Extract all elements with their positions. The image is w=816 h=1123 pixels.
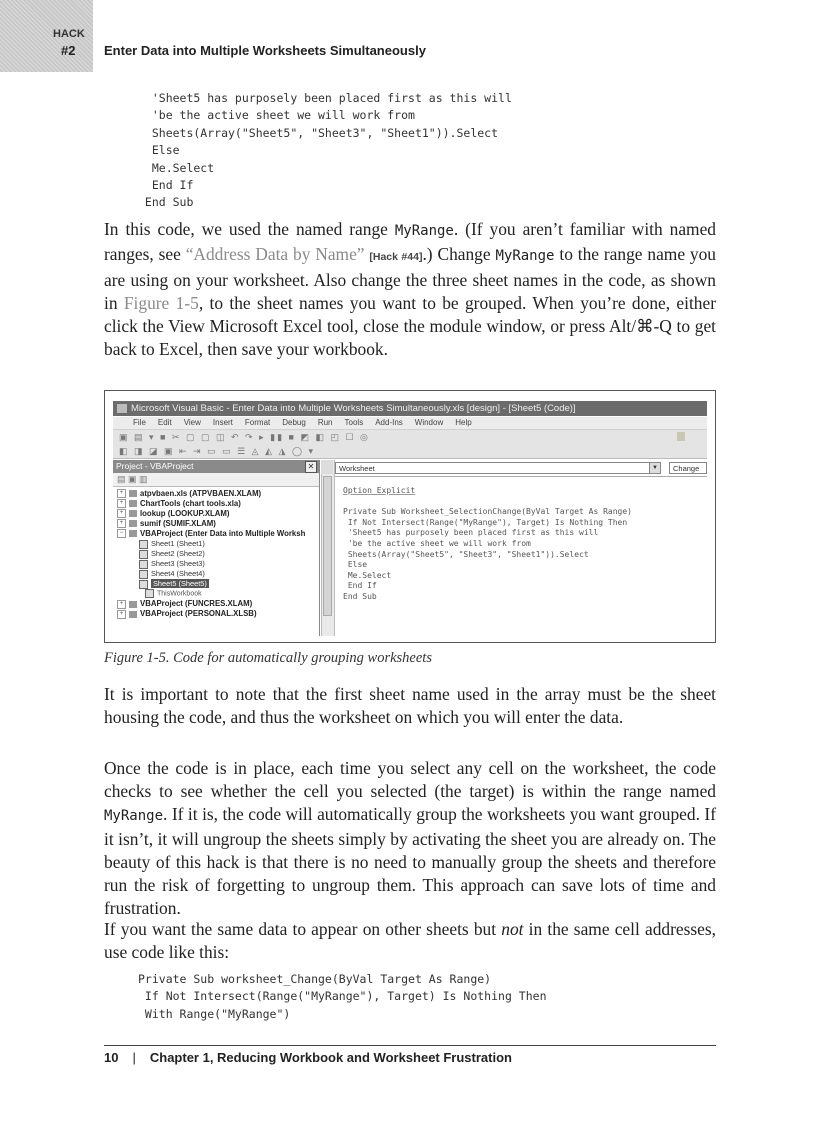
collapse-icon[interactable]: − [117, 529, 126, 538]
tree-item-sheet2[interactable] [117, 549, 319, 559]
tree-item-label: ThisWorkbook [157, 590, 202, 598]
project-explorer-title-bar [113, 460, 319, 473]
menu-window[interactable]: Window [414, 418, 444, 427]
tree-item-label: VBAProject (FUNCRES.XLAM) [140, 599, 253, 609]
para-emphasis: not [501, 919, 524, 939]
code-line: End If [138, 178, 194, 193]
workbook-icon [145, 589, 154, 598]
sheet-icon [139, 580, 148, 589]
inline-code: MyRange [104, 808, 164, 824]
project-tree [113, 487, 319, 619]
menu-file[interactable]: File [133, 418, 146, 427]
tree-item-label: VBAProject (Enter Data into Multiple Worksh [140, 529, 306, 538]
footer-divider [104, 1045, 716, 1046]
tree-item-label: Sheet2 (Sheet2) [151, 549, 205, 558]
chevron-down-icon[interactable]: ▼ [649, 463, 660, 473]
toolbar-icons[interactable]: ▣ ▤ ▾ ■ ✂ ▢ ▢ ◫ ↶ ↷ ▸ ▮▮ ■ ◩ ◧ ◰ ☐ ◎ [119, 432, 370, 442]
tree-item-sheet4[interactable] [117, 569, 319, 579]
project-explorer [113, 460, 320, 636]
tree-item[interactable] [117, 529, 319, 539]
code-line: Private Sub worksheet_Change(ByVal Target As Range) [138, 972, 492, 986]
sheet-icon [139, 560, 148, 569]
code-line: Sheets(Array("Sheet5", "Sheet3", "Sheet1")).Select [343, 549, 589, 559]
para-text: In this code, we used the named range [104, 219, 395, 239]
code-line: End Sub [343, 591, 377, 601]
tree-item-label: VBAProject (PERSONAL.XLSB) [140, 609, 257, 619]
vba-app-icon [117, 404, 127, 413]
code-line: Me.Select [138, 160, 215, 175]
figure-caption: Figure 1-5. Code for automatically grouping worksheets [104, 650, 432, 666]
para-text: If you want the same data to appear on other sheets but [104, 919, 502, 939]
menu-add-ins[interactable]: Add-Ins [375, 418, 403, 427]
inline-code: MyRange [394, 223, 454, 239]
cross-reference-link[interactable]: “Address Data by Name” [185, 244, 365, 264]
paragraph-named-range [104, 218, 716, 361]
tree-item-sheet1[interactable] [117, 539, 319, 549]
paragraph-how-it-works [104, 757, 716, 920]
tree-item[interactable] [117, 499, 319, 509]
procedure-dropdown-value: Change [673, 464, 700, 473]
expand-icon[interactable]: + [117, 509, 126, 518]
tree-item[interactable] [117, 489, 319, 499]
code-line: Else [343, 560, 368, 570]
code-line: Me.Select [343, 570, 392, 580]
expand-icon[interactable]: + [117, 489, 126, 498]
code-line: End If [343, 581, 377, 591]
code-editor-text[interactable] [343, 486, 632, 603]
divider [335, 476, 707, 477]
code-line: If Not Intersect(Range("MyRange"), Target) Is Nothing Then [138, 989, 547, 1004]
tree-item[interactable] [117, 519, 319, 529]
footer-separator: | [132, 1050, 136, 1065]
toolbar-overflow-icon[interactable] [677, 432, 685, 441]
edit-toolbar [113, 444, 707, 459]
para-text: .) Change [422, 244, 496, 264]
project-explorer-title: Project - VBAProject [116, 461, 194, 471]
project-explorer-toolbar[interactable]: ▤ ▣ ▥ [113, 473, 319, 487]
menu-tools[interactable]: Tools [344, 418, 364, 427]
edit-toolbar-icons[interactable]: ◧ ◨ ◪ ▣ ⇤ ⇥ ▭ ▭ ☰ ◬ ◭ ◮ ◯ ▾ [119, 446, 316, 456]
menu-help[interactable]: Help [455, 418, 472, 427]
paragraph-different-addresses [104, 918, 716, 964]
menu-edit[interactable]: Edit [157, 418, 172, 427]
project-icon [129, 611, 137, 618]
sheet-icon [139, 570, 148, 579]
tree-item[interactable] [117, 609, 319, 619]
running-head-title: Enter Data into Multiple Worksheets Simultaneously [104, 43, 426, 58]
hack-label: HACK [53, 28, 85, 40]
figure-reference-link[interactable]: Figure 1-5 [123, 293, 199, 313]
menu-insert[interactable]: Insert [212, 418, 233, 427]
code-window [335, 460, 707, 636]
hack-reference-link[interactable]: [Hack #44] [369, 251, 423, 263]
tree-item-label: Sheet1 (Sheet1) [151, 539, 205, 548]
procedure-dropdown[interactable] [669, 462, 707, 474]
tree-item-label: ChartTools (chart tools.xla) [140, 499, 241, 508]
menu-bar [113, 417, 707, 429]
expand-icon[interactable]: + [117, 600, 126, 609]
tree-item-sheet3[interactable] [117, 559, 319, 569]
code-line: 'be the active sheet we will work from [343, 538, 531, 548]
code-line: Else [138, 143, 180, 158]
code-line: If Not Intersect(Range("MyRange"), Target) Is Nothing Then [343, 517, 628, 527]
tree-item-label: Sheet4 (Sheet4) [151, 569, 205, 578]
project-icon [129, 490, 137, 497]
para-text: in the same cell addresses, use code like this: [104, 919, 716, 962]
expand-icon[interactable]: + [117, 610, 126, 619]
menu-debug[interactable]: Debug [282, 418, 306, 427]
page-footer [104, 1050, 512, 1065]
code-line: Option Explicit [343, 486, 416, 495]
scrollbar-thumb[interactable] [323, 476, 332, 616]
project-icon [129, 510, 137, 517]
code-line: 'be the active sheet we will work from [138, 108, 415, 123]
object-dropdown-value: Worksheet [339, 464, 375, 473]
paragraph-first-sheet: It is important to note that the first sheet name used in the array must be the sheet housing the code, and thus the worksheet on which you will enter the data. [104, 684, 716, 727]
project-icon [129, 530, 137, 537]
inline-code: MyRange [495, 248, 555, 264]
window-title-bar [113, 401, 707, 416]
expand-icon[interactable]: + [117, 519, 126, 528]
code-line: With Range("MyRange") [138, 1006, 291, 1021]
tree-item[interactable] [117, 599, 319, 609]
para-text: . If it is, the code will automatically group the worksheets you want grouped. If it isn’t, it will ungroup the sheets simply by activating the sheet you are already on. The beauty of this hack is that there is no need to manually group the sheets and therefore run the risk of forgetting to ungroup them. This approach can save lots of time and frustration. [104, 804, 716, 918]
para-text: Once the code is in place, each time you select any cell on the worksheet, the code checks to see whether the cell you selected (the target) is within the range named [104, 758, 716, 801]
expand-icon[interactable]: + [117, 499, 126, 508]
code-block-top [138, 90, 512, 212]
project-icon [129, 500, 137, 507]
sheet-icon [139, 550, 148, 559]
code-line: 'Sheet5 has purposely been placed first as this will [343, 528, 599, 538]
hack-number: #2 [61, 43, 76, 58]
tree-item-sheet5-selected[interactable] [117, 579, 319, 589]
tree-item-label: Sheet5 (Sheet5) [153, 579, 207, 588]
tree-item-label: atpvbaen.xls (ATPVBAEN.XLAM) [140, 489, 262, 498]
vertical-scrollbar[interactable] [321, 460, 335, 636]
tree-item-label: sumif (SUMIF.XLAM) [140, 519, 216, 528]
vba-editor-screenshot [104, 390, 716, 643]
code-block-bottom [138, 971, 547, 1023]
code-line: Sheets(Array("Sheet5", "Sheet3", "Sheet1")).Select [138, 125, 499, 140]
close-icon[interactable]: ✕ [305, 461, 317, 473]
sheet-icon [139, 540, 148, 549]
standard-toolbar [113, 429, 707, 444]
tree-item[interactable] [117, 509, 319, 519]
project-icon [129, 520, 137, 527]
tree-item-label: Sheet3 (Sheet3) [151, 559, 205, 568]
split-handle[interactable] [321, 460, 333, 474]
tree-item-label: lookup (LOOKUP.XLAM) [140, 509, 230, 518]
menu-format[interactable]: Format [244, 418, 271, 427]
menu-view[interactable]: View [183, 418, 201, 427]
menu-run[interactable]: Run [317, 418, 333, 427]
window-title: Microsoft Visual Basic - Enter Data into Multiple Worksheets Simultaneously.xls [design] - [Sheet5 (Code)] [131, 403, 576, 414]
code-line: Private Sub Worksheet_SelectionChange(ByVal Target As Range) [343, 507, 632, 517]
code-line: 'Sheet5 has purposely been placed first as this will [138, 91, 512, 105]
chapter-title: Chapter 1, Reducing Workbook and Worksheet Frustration [149, 1050, 512, 1065]
object-dropdown[interactable] [335, 462, 661, 474]
project-icon [129, 601, 137, 608]
para-text: to the range name you are using on your worksheet. Also change the three sheet names in the code, as shown in [104, 244, 716, 313]
tree-item-thisworkbook[interactable] [117, 589, 319, 599]
page-number: 10 [104, 1050, 119, 1065]
code-line: End Sub [138, 195, 194, 210]
para-text: , to the sheet names you want to be grouped. When you’re done, either click the View Microsoft Excel tool, close the module window, or press Alt/⌘-Q to get back to Excel, then save your workbook. [104, 293, 717, 359]
para-text: . (If you aren’t familiar with named ranges, see [104, 219, 716, 264]
